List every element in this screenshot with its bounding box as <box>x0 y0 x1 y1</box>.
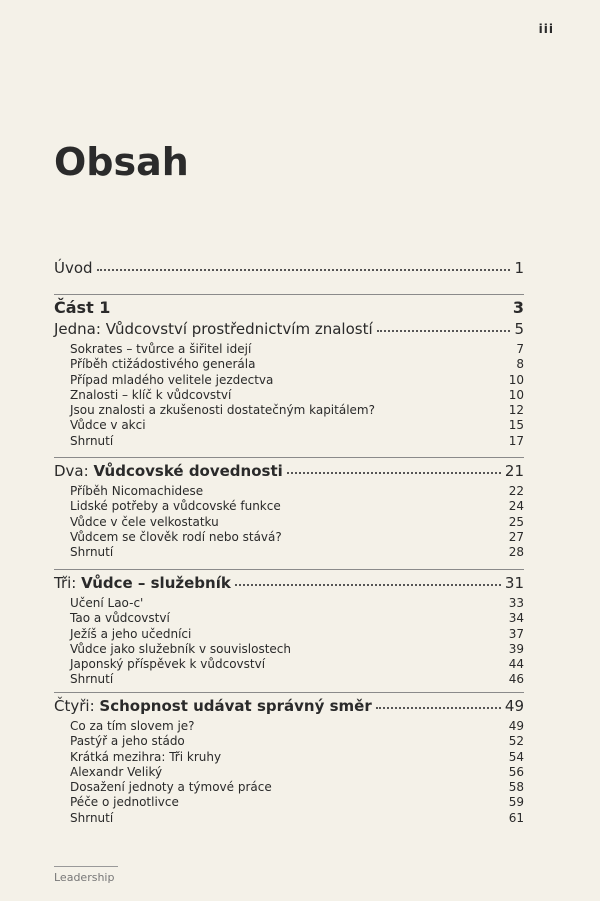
section-page: 24 <box>508 499 524 514</box>
chapter-page: 21 <box>504 462 524 480</box>
section-item <box>54 734 524 749</box>
section-page: 37 <box>508 626 524 641</box>
section-label: Ježíš a jeho učedníci <box>70 626 192 641</box>
section-item <box>54 484 524 499</box>
section-label: Péče o jednotlivce <box>70 795 179 810</box>
toc-chapter <box>54 692 524 826</box>
section-label: Tao a vůdcovství <box>70 611 170 626</box>
chapter-divider <box>54 692 524 693</box>
section-label: Shrnutí <box>70 672 114 687</box>
toc-intro <box>54 259 524 277</box>
chapter-name: Vůdcovské dovednosti <box>93 462 283 480</box>
section-page: 15 <box>508 418 524 433</box>
toc-chapter <box>54 457 524 560</box>
section-page: 59 <box>508 795 524 810</box>
part-page: 3 <box>512 298 524 317</box>
chapter-name: Vůdcovství prostřednictvím znalostí <box>105 320 373 338</box>
toc-intro-page: 1 <box>514 259 524 277</box>
section-page: 22 <box>508 484 524 498</box>
section-page: 12 <box>508 403 524 418</box>
section-item <box>54 672 524 687</box>
section-page: 8 <box>516 357 524 372</box>
section-item <box>54 388 524 403</box>
footer-divider <box>54 866 118 867</box>
section-item <box>54 530 524 545</box>
chapter-name: Vůdce – služebník <box>81 574 231 592</box>
section-item <box>54 434 524 449</box>
section-label: Příběh Nicomachidese <box>70 484 204 498</box>
toc-intro-label: Úvod <box>54 259 93 277</box>
section-label: Shrnutí <box>70 545 114 560</box>
chapter-number: Jedna: <box>54 320 106 338</box>
section-item <box>54 642 524 657</box>
section-label: Vůdcem se člověk rodí nebo stává? <box>70 529 282 544</box>
section-item <box>54 418 524 433</box>
section-label: Shrnutí <box>70 810 114 825</box>
section-label: Vůdce v čele velkostatku <box>70 514 219 529</box>
chapter-page: 5 <box>514 320 524 338</box>
section-item <box>54 750 524 765</box>
section-item <box>54 545 524 560</box>
section-item <box>54 765 524 780</box>
chapter-title <box>54 462 283 480</box>
section-page: 28 <box>508 545 524 560</box>
section-page: 56 <box>508 764 524 779</box>
section-item <box>54 357 524 372</box>
section-label: Shrnutí <box>70 433 114 448</box>
section-label: Příběh ctižádostivého generála <box>70 357 256 372</box>
section-page: 58 <box>508 780 524 795</box>
section-page: 49 <box>508 719 524 733</box>
section-label: Jsou znalosti a zkušenosti dostatečným kapitálem? <box>70 403 375 418</box>
chapter-number: Tři: <box>54 574 82 592</box>
dot-leader <box>97 268 511 271</box>
part-divider <box>54 294 524 295</box>
chapter-divider <box>54 457 524 458</box>
section-page: 27 <box>508 529 524 544</box>
section-item <box>54 719 524 734</box>
section-item <box>54 373 524 388</box>
section-label: Znalosti – klíč k vůdcovství <box>70 387 232 402</box>
chapter-title <box>54 320 373 338</box>
footer-book-title: Leadership <box>54 871 115 884</box>
toc-part <box>54 294 524 317</box>
section-label: Vůdce jako služebník v souvislostech <box>70 641 291 656</box>
section-label: Lidské potřeby a vůdcovské funkce <box>70 499 281 514</box>
toc-chapter <box>54 569 524 688</box>
toc-chapter <box>54 320 524 449</box>
chapter-page: 31 <box>504 574 524 592</box>
section-label: Případ mladého velitele jezdectva <box>70 372 274 387</box>
dot-leader <box>376 706 501 709</box>
section-page: 52 <box>508 734 524 749</box>
section-page: 39 <box>508 641 524 656</box>
section-label: Japonský příspěvek k vůdcovství <box>70 657 266 672</box>
section-item <box>54 811 524 826</box>
section-page: 10 <box>508 372 524 387</box>
chapter-title <box>54 574 231 592</box>
section-item <box>54 627 524 642</box>
section-page: 10 <box>508 387 524 402</box>
section-label: Krátká mezihra: Tři kruhy <box>70 749 222 764</box>
page-number: iii <box>538 22 554 36</box>
section-item <box>54 780 524 795</box>
section-item <box>54 403 524 418</box>
section-label: Vůdce v akci <box>70 418 146 433</box>
section-page: 44 <box>508 657 524 672</box>
section-item <box>54 596 524 611</box>
section-item <box>54 499 524 514</box>
part-label: Část 1 <box>54 298 111 317</box>
section-item <box>54 795 524 810</box>
chapter-name: Schopnost udávat správný směr <box>99 697 372 715</box>
section-page: 61 <box>508 810 524 825</box>
section-page: 17 <box>508 433 524 448</box>
section-label: Sokrates – tvůrce a šiřitel idejí <box>70 342 252 356</box>
chapter-number: Dva: <box>54 462 94 480</box>
dot-leader <box>377 329 511 332</box>
page-title: Obsah <box>54 140 189 184</box>
dot-leader <box>287 471 501 474</box>
section-item <box>54 611 524 626</box>
section-label: Učení Lao-c' <box>70 596 144 610</box>
section-item <box>54 657 524 672</box>
section-item <box>54 342 524 357</box>
chapter-number: Čtyři: <box>54 697 100 715</box>
section-label: Alexandr Veliký <box>70 764 163 779</box>
section-page: 33 <box>508 596 524 610</box>
dot-leader <box>235 583 501 586</box>
chapter-divider <box>54 569 524 570</box>
chapter-title <box>54 697 372 715</box>
section-page: 25 <box>508 514 524 529</box>
section-label: Co za tím slovem je? <box>70 719 195 733</box>
section-page: 34 <box>508 611 524 626</box>
section-label: Dosažení jednoty a týmové práce <box>70 780 272 795</box>
section-item <box>54 515 524 530</box>
section-page: 46 <box>508 672 524 687</box>
section-label: Pastýř a jeho stádo <box>70 734 185 749</box>
section-page: 7 <box>516 342 524 356</box>
section-page: 54 <box>508 749 524 764</box>
chapter-page: 49 <box>504 697 524 715</box>
